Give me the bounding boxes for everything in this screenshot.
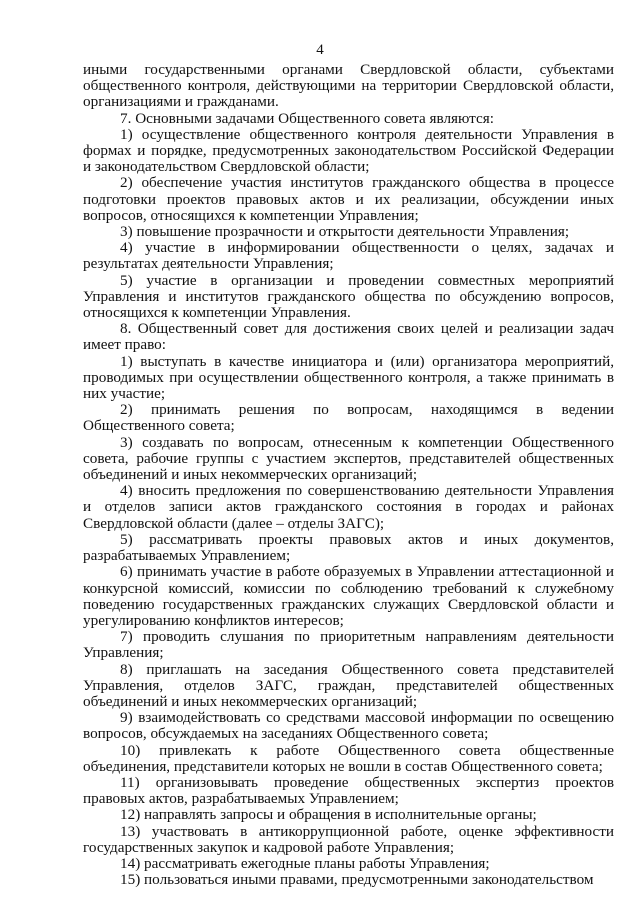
paragraph-2: 7. Основными задачами Общественного совета являются:	[120, 109, 494, 127]
paragraph-19: 11) организовывать проведение общественных экспертиз проектов правовых актов, разрабатываемых Управлением;	[83, 773, 614, 808]
paragraph-11: 3) создавать по вопросам, отнесенным к компетенции Общественного совета, рабочие группы с участием экспертов, представителей общественных объединений и иных некоммерческих организаций;	[83, 433, 614, 484]
paragraph-23: 15) пользоваться иными правами, предусмотренными законодательством	[120, 871, 594, 889]
paragraph-10: 2) принимать решения по вопросам, находящимся в ведении Общественного совета;	[83, 401, 614, 435]
paragraph-15: 7) проводить слушания по приоритетным направлениям деятельности Управления;	[83, 628, 614, 662]
paragraph-16: 8) приглашать на заседания Общественного совета представителей Управления, отделов ЗАГС, граждан, представителей общественных объединений и иных некоммерческих организаций;	[83, 660, 614, 710]
paragraph-8: 8. Общественный совет для достижения своих целей и реализации задач имеет право:	[83, 320, 614, 354]
paragraph-3: 1) осуществление общественного контроля деятельности Управления в формах и порядке, предусмотренных законодательством Российской Федерации и законодательством Свердловской области;	[83, 125, 614, 176]
paragraph-5: 3) повышение прозрачности и открытости деятельности Управления;	[120, 223, 570, 241]
paragraph-12: 4) вносить предложения по совершенствованию деятельности Управления и отделов записи актов гражданского состояния в городах и районах Свердловской области (далее – отделы ЗАГС);	[83, 482, 614, 532]
paragraph-18: 10) привлекать к работе Общественного совета общественные объединения, представители которых не вошли в состав Общественного совета;	[83, 741, 614, 775]
paragraph-17: 9) взаимодействовать со средствами массовой информации по освещению вопросов, обсуждаемых на заседаниях Общественного совета;	[83, 709, 614, 743]
document-body	[83, 62, 614, 888]
paragraph-20: 12) направлять запросы и обращения в исполнительные органы;	[120, 806, 537, 824]
paragraph-13: 5) рассматривать проекты правовых актов и иных документов, разрабатываемых Управлением;	[83, 530, 614, 565]
paragraph-7: 5) участие в организации и проведении совместных мероприятий Управления и институтов гражданского общества по обсуждению вопросов, относящихся к компетенции Управления.	[83, 271, 614, 322]
paragraph-6: 4) участие в информировании общественности о целях, задачах и результатах деятельности Управления;	[83, 239, 614, 273]
paragraph-9: 1) выступать в качестве инициатора и (или) организатора мероприятий, проводимых при осуществлении общественного контроля, а также принимать в них участие;	[83, 352, 614, 403]
paragraph-22: 14) рассматривать ежегодные планы работы Управления;	[120, 854, 490, 872]
page-number: 4	[316, 42, 324, 58]
paragraph-1: иными государственными органами Свердловской области, субъектами общественного контроля, действующими на территории Свердловской области, организациями и гражданами.	[83, 61, 614, 111]
paragraph-4: 2) обеспечение участия институтов гражданского общества в процессе подготовки проектов правовых актов и их реализации, обсуждении иных вопросов, относящихся к компетенции Управления;	[83, 174, 614, 224]
paragraph-14: 6) принимать участие в работе образуемых в Управлении аттестационной и конкурсной комиссий, комиссии по соблюдению требований к служебному поведению государственных гражданских служащих Свердловской области и урегулированию конфликтов интересов;	[83, 563, 614, 629]
paragraph-21: 13) участвовать в антикоррупционной работе, оценке эффективности государственных закупок и кадровой работе Управления;	[83, 822, 614, 856]
